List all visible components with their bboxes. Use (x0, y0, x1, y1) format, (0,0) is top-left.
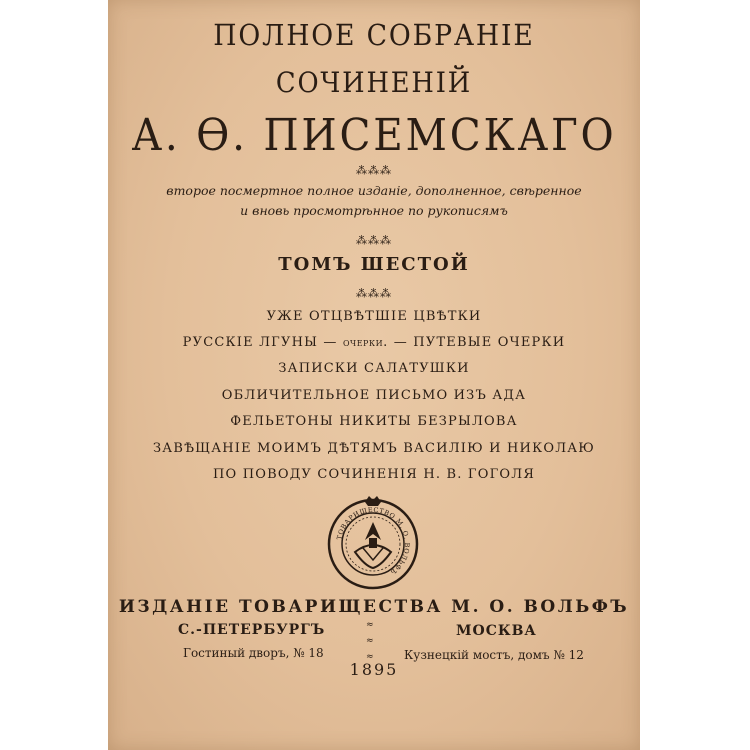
contents-item-4: ОБЛИЧИТЕЛЬНОЕ ПИСЬМО ИЗЪ АДА (221, 388, 527, 403)
ornament-divider-1: ⁂⁂⁂ (356, 164, 392, 177)
ornament-dash-2: ≈ (366, 636, 374, 646)
ornament-dash-1: ≈ (366, 620, 374, 630)
volume-heading: ТОМЪ ШЕСТОЙ (278, 254, 470, 275)
author-name: А. Ѳ. ПИСЕМСКАГО (131, 110, 617, 161)
publisher-line: ИЗДАНІЕ ТОВАРИЩЕСТВА М. О. ВОЛЬФЪ (118, 597, 630, 617)
contents-item-3: ЗАПИСКИ САЛАТУШКИ (278, 361, 470, 376)
publisher-seal-icon (325, 494, 421, 590)
ornament-divider-3: ⁂⁂⁂ (356, 287, 392, 300)
subtitle-line-2: и вновь просмотрѣнное по рукописямъ (240, 203, 508, 218)
address-right: Кузнецкій мостъ, домъ № 12 (404, 648, 584, 662)
contents-item-7: ПО ПОВОДУ СОЧИНЕНІЯ Н. В. ГОГОЛЯ (212, 467, 536, 482)
title-line-1: ПОЛНОЕ СОБРАНІЕ (213, 18, 535, 52)
ornament-divider-2: ⁂⁂⁂ (356, 234, 392, 247)
contents-item-6: ЗАВѢЩАНІЕ МОИМЪ ДѢТЯМЪ ВАСИЛІЮ И НИКОЛАЮ (152, 441, 596, 456)
contents-item-2 (108, 335, 640, 350)
seal-text: ТОВАРИЩЕСТВО М. О. ВОЛЬФЪ (335, 505, 412, 577)
contents-item-2-part-a: РУССКІЕ ЛГУНЫ — (182, 335, 343, 350)
contents-item-5: ФЕЛЬЕТОНЫ НИКИТЫ БЕЗРЫЛОВА (230, 414, 518, 429)
contents-item-2-part-b: . — ПУТЕВЫЕ ОЧЕРКИ (383, 335, 566, 350)
publication-year: 1895 (349, 660, 399, 679)
subtitle-line-1: второе посмертное полное изданіе, дополненное, свѣренное (166, 183, 582, 198)
title-page (108, 0, 640, 750)
contents-item-2-small: ОЧЕРКИ (342, 339, 384, 348)
contents-item-1: УЖЕ ОТЦВѢТШІЕ ЦВѢТКИ (266, 309, 482, 324)
city-right: МОСКВА (456, 623, 537, 639)
title-line-2: СОЧИНЕНІЙ (275, 66, 473, 99)
city-left: С.-ПЕТЕРБУРГЪ (178, 622, 326, 638)
address-left: Гостиный дворъ, № 18 (183, 646, 324, 660)
ornament-dash-3: ≈ (366, 652, 374, 662)
